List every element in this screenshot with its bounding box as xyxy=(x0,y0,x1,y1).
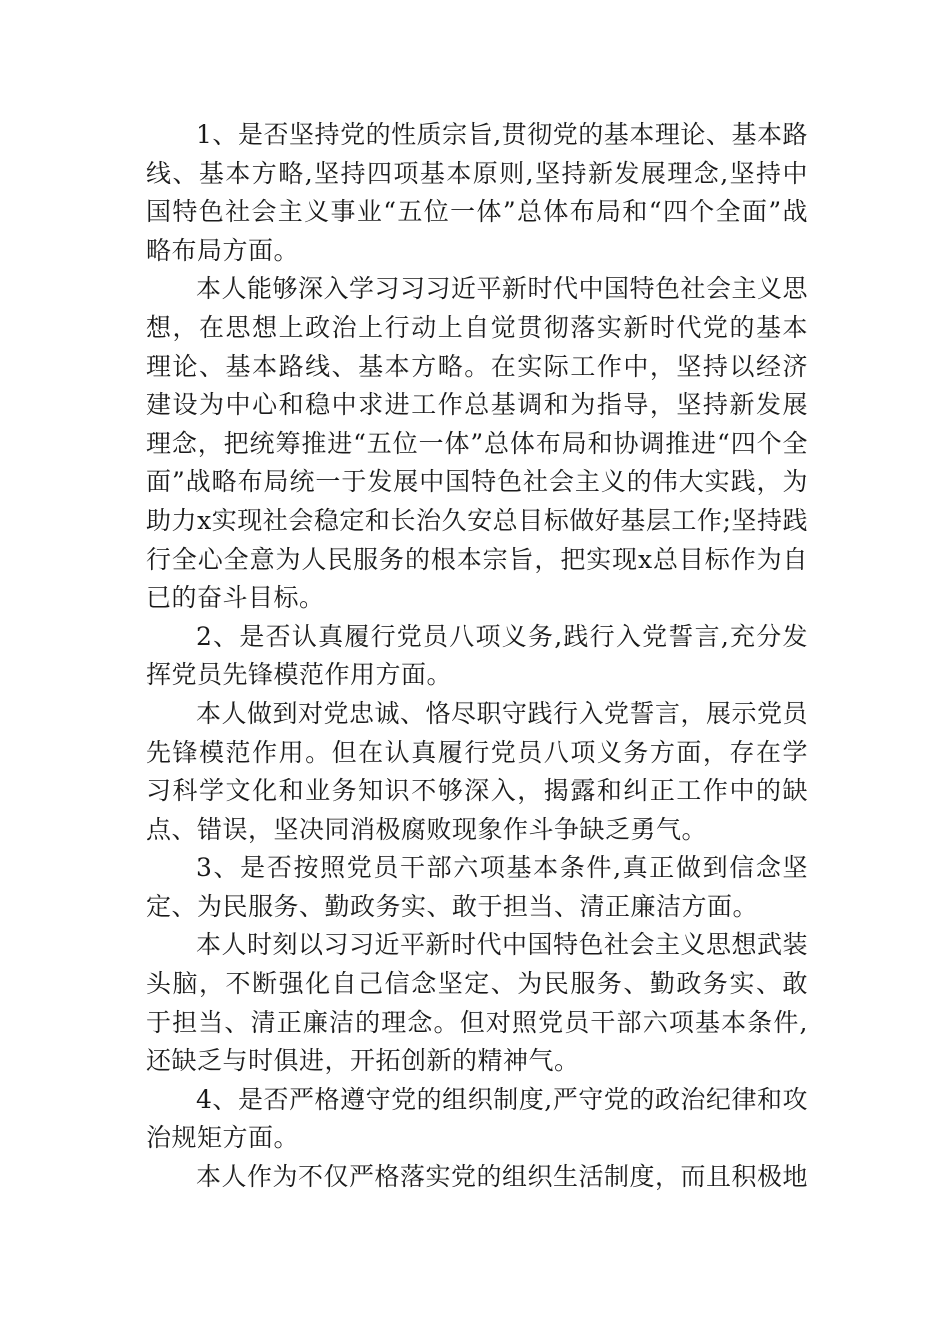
item-2-response: 本人做到对党忠诚、恪尽职守践行入党誓言，展示党员先锋模范作用。但在认真履行党员八项义务方面，存在学习科学文化和业务知识不够深入，揭露和纠正工作中的缺点、错误，坚决同消极腐败现象作斗争缺乏勇气。 xyxy=(146,698,809,844)
item-4-heading: 4、是否严格遵守党的组织制度,严守党的政治纪律和攻治规矩方面。 xyxy=(146,1084,808,1153)
item-3-heading: 3、是否按照党员干部六项基本条件,真正做到信念坚定、为民服务、勤政务实、敢于担当、清正廉洁方面。 xyxy=(146,853,808,921)
item-3-response: 本人时刻以习习近平新时代中国特色社会主义思想武装头脑，不断强化自己信念坚定、为民服务、勤政务实、敢于担当、清正廉洁的理念。但对照党员干部六项基本条件,还缺乏与时俱进，开拓创新的精神气。 xyxy=(146,930,809,1076)
item-2-heading: 2、是否认真履行党员八项义务,践行入党誓言,充分发挥党员先锋模范作用方面。 xyxy=(146,621,808,690)
item-4-response: 本人作为不仅严格落实党的组织生活制度，而且积极地 xyxy=(196,1162,809,1192)
document-body xyxy=(146,116,808,1197)
item-1-heading: 1、是否坚持党的性质宗旨,贯彻党的基本理论、基本路线、基本方略,坚持四项基本原则,坚持新发展理念,坚持中国特色社会主义事业“五位一体”总体布局和“四个全面”战略布局方面。 xyxy=(146,120,808,265)
item-1-response: 本人能够深入学习习习近平新时代中国特色社会主义思想，在思想上政治上行动上自觉贯彻落实新时代党的基本理论、基本路线、基本方略。在实际工作中，坚持以经济建设为中心和稳中求进工作总基调和为指导，坚持新发展理念，把统筹推进“五位一体”总体布局和协调推进“四个全面”战略布局统一于发展中国特色社会主义的伟大实践，为助力x实现社会稳定和长治久安总目标做好基层工作;坚持践行全心全意为人民服务的根本宗旨，把实现x总目标作为自已的奋斗目标。 xyxy=(146,274,809,613)
